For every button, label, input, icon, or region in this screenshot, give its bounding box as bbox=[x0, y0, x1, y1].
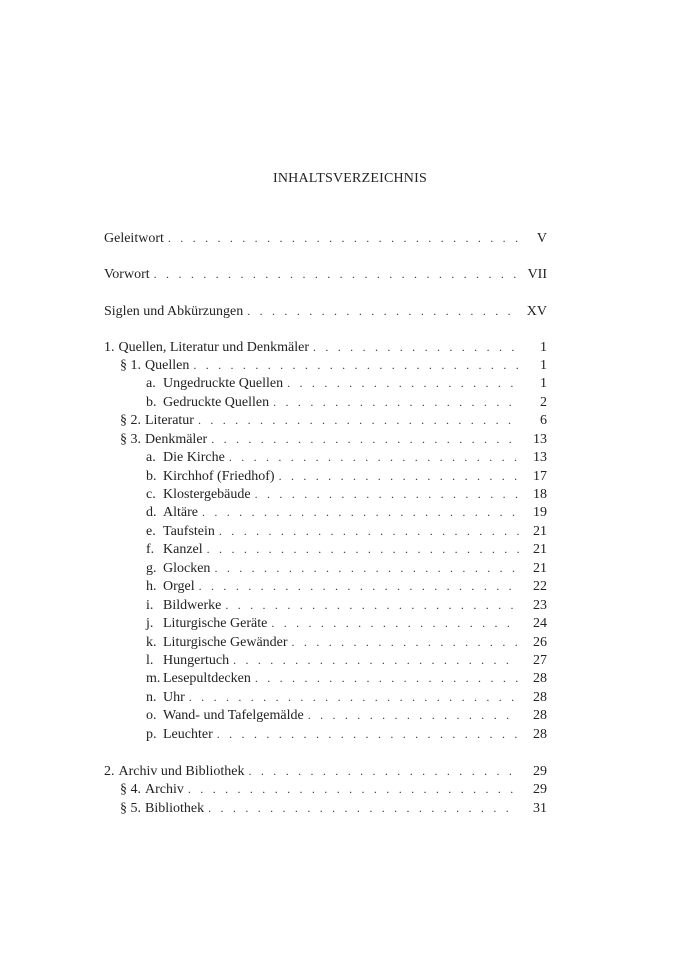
toc-entry-label: Orgel bbox=[163, 579, 195, 594]
toc-entry[interactable] bbox=[104, 467, 547, 485]
toc-entry-label: Uhr bbox=[163, 690, 185, 705]
toc-entry-label: Liturgische Gewänder bbox=[163, 635, 288, 650]
leader-dots bbox=[287, 374, 519, 392]
toc-entry[interactable] bbox=[104, 430, 547, 448]
toc-entry-page: 29 bbox=[533, 782, 547, 797]
toc-entry-number: k. bbox=[146, 635, 157, 650]
toc-entry-number: g. bbox=[146, 561, 157, 576]
toc-entry-label: Vorwort bbox=[104, 267, 150, 282]
leader-dots bbox=[233, 651, 519, 669]
toc-entry-page: 6 bbox=[540, 413, 547, 428]
toc-entry-label: Hungertuch bbox=[163, 653, 230, 668]
toc-entry-label: Lesepultdecken bbox=[163, 671, 251, 686]
toc-entry-page: VII bbox=[527, 267, 547, 282]
toc-entry-number: b. bbox=[146, 469, 157, 484]
leader-dots bbox=[225, 596, 519, 614]
leader-dots bbox=[273, 393, 519, 411]
toc-entry-page: 1 bbox=[540, 376, 547, 391]
leader-dots bbox=[168, 229, 519, 247]
toc-entry-label: Archiv und Bibliothek bbox=[118, 764, 245, 779]
toc-entry[interactable] bbox=[104, 669, 547, 687]
toc-entry-label: Quellen bbox=[145, 358, 190, 373]
leader-dots bbox=[255, 485, 519, 503]
toc-entry-number: 1. bbox=[104, 340, 115, 355]
toc-entry-number: § 2. bbox=[120, 413, 141, 428]
toc-entry-page: 21 bbox=[533, 561, 547, 576]
toc-entry-number: § 1. bbox=[120, 358, 141, 373]
toc-entry-label: Leuchter bbox=[163, 727, 213, 742]
leader-dots bbox=[202, 503, 519, 521]
toc-entry-page: 26 bbox=[533, 635, 547, 650]
leader-dots bbox=[255, 669, 519, 687]
toc-entry[interactable] bbox=[104, 688, 547, 706]
toc-entry-label: Kirchhof (Friedhof) bbox=[163, 469, 275, 484]
toc-entry-number: § 5. bbox=[120, 801, 141, 816]
toc-entry[interactable] bbox=[104, 725, 547, 743]
leader-dots bbox=[313, 338, 519, 356]
leader-dots bbox=[247, 302, 519, 320]
toc-entry[interactable] bbox=[104, 302, 547, 320]
toc-entry-label: Geleitwort bbox=[104, 231, 164, 246]
toc-entry-page: 27 bbox=[533, 653, 547, 668]
toc-entry-label: Bibliothek bbox=[145, 801, 205, 816]
toc-entry-number: d. bbox=[146, 505, 157, 520]
toc-entry-page: 13 bbox=[533, 432, 547, 447]
toc-entry-label: Ungedruckte Quellen bbox=[163, 376, 284, 391]
toc-entry[interactable] bbox=[104, 393, 547, 411]
toc-entry[interactable] bbox=[104, 559, 547, 577]
toc-entry-number: b. bbox=[146, 395, 157, 410]
toc-entry[interactable] bbox=[104, 338, 547, 356]
toc-entry-number: a. bbox=[146, 376, 156, 391]
toc-entry-number: n. bbox=[146, 690, 157, 705]
toc-entry-number: j. bbox=[146, 616, 154, 631]
toc-entry-page: 31 bbox=[533, 801, 547, 816]
leader-dots bbox=[219, 522, 519, 540]
toc-entry[interactable] bbox=[104, 229, 547, 247]
toc-entry-page: 24 bbox=[533, 616, 547, 631]
toc-entry-page: 29 bbox=[533, 764, 547, 779]
toc-entry-label: Liturgische Geräte bbox=[163, 616, 268, 631]
leader-dots bbox=[188, 780, 519, 798]
toc-entry[interactable] bbox=[104, 762, 547, 780]
toc-entry-label: Quellen, Literatur und Denkmäler bbox=[118, 340, 309, 355]
toc-entry-number: o. bbox=[146, 708, 157, 723]
toc-entry-page: 19 bbox=[533, 505, 547, 520]
toc-entry[interactable] bbox=[104, 577, 547, 595]
leader-dots bbox=[207, 540, 519, 558]
toc-entry-label: Die Kirche bbox=[163, 450, 225, 465]
toc-entry-page: 1 bbox=[540, 340, 547, 355]
toc-entry-page: V bbox=[536, 231, 547, 246]
toc-entry[interactable] bbox=[104, 503, 547, 521]
toc-entry-number: 2. bbox=[104, 764, 115, 779]
toc-entry-page: 2 bbox=[540, 395, 547, 410]
toc-entry[interactable] bbox=[104, 799, 547, 817]
toc-entry-number: § 4. bbox=[120, 782, 141, 797]
leader-dots bbox=[154, 265, 519, 283]
toc-entry-label: Bildwerke bbox=[163, 598, 222, 613]
toc-entry-label: Literatur bbox=[145, 413, 194, 428]
toc-entry-page: 28 bbox=[533, 727, 547, 742]
toc-entry-label: Archiv bbox=[145, 782, 184, 797]
toc-entry-number: h. bbox=[146, 579, 157, 594]
toc-entry[interactable] bbox=[104, 596, 547, 614]
leader-dots bbox=[292, 633, 519, 651]
leader-dots bbox=[208, 799, 519, 817]
toc-entry-label: Kanzel bbox=[163, 542, 203, 557]
toc-entry[interactable] bbox=[104, 706, 547, 724]
toc-entry-page: 23 bbox=[533, 598, 547, 613]
leader-dots bbox=[249, 762, 520, 780]
leader-dots bbox=[211, 430, 519, 448]
toc-entry-page: 13 bbox=[533, 450, 547, 465]
toc-entry-label: Siglen und Abkürzungen bbox=[104, 304, 244, 319]
toc-entry[interactable] bbox=[104, 633, 547, 651]
toc-entry[interactable] bbox=[104, 356, 547, 374]
toc-entry-number: f. bbox=[146, 542, 155, 557]
toc-entry-page: 18 bbox=[533, 487, 547, 502]
toc-entry-page: 17 bbox=[533, 469, 547, 484]
toc-entry-label: Altäre bbox=[163, 505, 198, 520]
toc-entry[interactable] bbox=[104, 411, 547, 429]
leader-dots bbox=[229, 448, 519, 466]
toc-entry-number: l. bbox=[146, 653, 154, 668]
leader-dots bbox=[193, 356, 519, 374]
toc-entry-number: e. bbox=[146, 524, 156, 539]
toc-entry-page: 1 bbox=[540, 358, 547, 373]
leader-dots bbox=[214, 559, 519, 577]
leader-dots bbox=[198, 411, 519, 429]
leader-dots bbox=[199, 577, 519, 595]
toc-entry[interactable] bbox=[104, 522, 547, 540]
toc-entry-label: Gedruckte Quellen bbox=[163, 395, 270, 410]
leader-dots bbox=[271, 614, 519, 632]
toc-entry[interactable] bbox=[104, 374, 547, 392]
toc-entry[interactable] bbox=[104, 540, 547, 558]
toc-entry-number: a. bbox=[146, 450, 156, 465]
toc-entry[interactable] bbox=[104, 780, 547, 798]
leader-dots bbox=[217, 725, 519, 743]
toc-entry-label: Denkmäler bbox=[145, 432, 208, 447]
toc-entry-number: m. bbox=[146, 671, 161, 686]
toc-entry-label: Taufstein bbox=[163, 524, 215, 539]
toc-entry-number: c. bbox=[146, 487, 156, 502]
toc-entry[interactable] bbox=[104, 265, 547, 283]
toc-entry-page: 28 bbox=[533, 671, 547, 686]
page-title: INHALTSVERZEICHNIS bbox=[273, 171, 427, 186]
toc-entry-label: Glocken bbox=[163, 561, 211, 576]
toc-entry-page: 28 bbox=[533, 690, 547, 705]
leader-dots bbox=[308, 706, 519, 724]
toc-entry-page: XV bbox=[526, 304, 547, 319]
toc-entry-number: § 3. bbox=[120, 432, 141, 447]
toc-entry-page: 21 bbox=[533, 542, 547, 557]
toc-entry-page: 21 bbox=[533, 524, 547, 539]
leader-dots bbox=[189, 688, 519, 706]
toc-entry[interactable] bbox=[104, 614, 547, 632]
toc-entry-page: 22 bbox=[533, 579, 547, 594]
toc-entry-label: Wand- und Tafelgemälde bbox=[163, 708, 304, 723]
toc-entry[interactable] bbox=[104, 485, 547, 503]
toc-entry-number: p. bbox=[146, 727, 157, 742]
toc-entry[interactable] bbox=[104, 651, 547, 669]
toc-entry-number: i. bbox=[146, 598, 154, 613]
toc-entry-label: Klostergebäude bbox=[163, 487, 251, 502]
toc-entry-page: 28 bbox=[533, 708, 547, 723]
leader-dots bbox=[279, 467, 519, 485]
toc-entry[interactable] bbox=[104, 448, 547, 466]
